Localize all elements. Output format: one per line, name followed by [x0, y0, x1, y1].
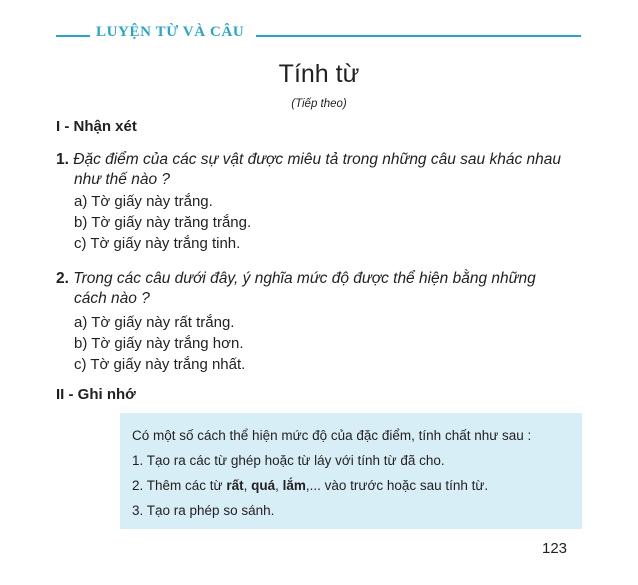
- remember-intro: Có một số cách thể hiện mức độ của đặc điểm, tính chất như sau :: [132, 428, 532, 443]
- question-2: [56, 269, 586, 309]
- question-1-number: 1.: [56, 151, 69, 168]
- question-1-item-c: c) Tờ giấy này trắng tinh.: [74, 235, 241, 252]
- keyword-rat: rất: [226, 478, 244, 493]
- header-rule-left: [56, 35, 90, 37]
- section-label: LUYỆN TỪ VÀ CÂU: [96, 24, 245, 40]
- question-2-item-c: c) Tờ giấy này trắng nhất.: [74, 356, 246, 373]
- question-2-item-a: a) Tờ giấy này rất trắng.: [74, 314, 235, 331]
- section-heading-observation: I - Nhận xét: [56, 118, 137, 135]
- question-2-number: 2.: [56, 270, 69, 287]
- question-1-item-b: b) Tờ giấy này trăng trắng.: [74, 214, 252, 231]
- remember-item-2-prefix: 2. Thêm các từ: [132, 478, 227, 493]
- question-1-line-2: như thế nào ?: [74, 171, 171, 188]
- keyword-lam: lắm: [282, 478, 306, 493]
- question-1-line-1: Đặc điểm của các sự vật được miêu tả trong những câu sau khác nhau: [73, 151, 561, 168]
- remember-item-1: 1. Tạo ra các từ ghép hoặc từ láy với tính từ đã cho.: [132, 453, 445, 468]
- question-2-line-2: cách nào ?: [74, 290, 150, 307]
- question-1: [56, 150, 586, 190]
- section-heading-remember: II - Ghi nhớ: [56, 386, 136, 403]
- question-2-line-1: Trong các câu dưới đây, ý nghĩa mức độ được thể hiện bằng những: [73, 270, 536, 287]
- question-1-item-a: a) Tờ giấy này trắng.: [74, 193, 213, 210]
- remember-box: [120, 413, 582, 529]
- remember-item-3: 3. Tạo ra phép so sánh.: [132, 503, 275, 518]
- page-title: Tính từ: [278, 60, 360, 88]
- keyword-qua: quá: [251, 478, 276, 493]
- page-number: 123: [542, 540, 568, 557]
- remember-item-2: 2. Thêm các từ rất, quá, lắm,... vào trước hoặc sau tính từ.: [132, 478, 489, 493]
- header-rule-right: [256, 35, 581, 37]
- remember-item-2-suffix: ,... vào trước hoặc sau tính từ.: [305, 478, 489, 493]
- page-subtitle: (Tiếp theo): [291, 98, 347, 110]
- question-2-item-b: b) Tờ giấy này trắng hơn.: [74, 335, 244, 352]
